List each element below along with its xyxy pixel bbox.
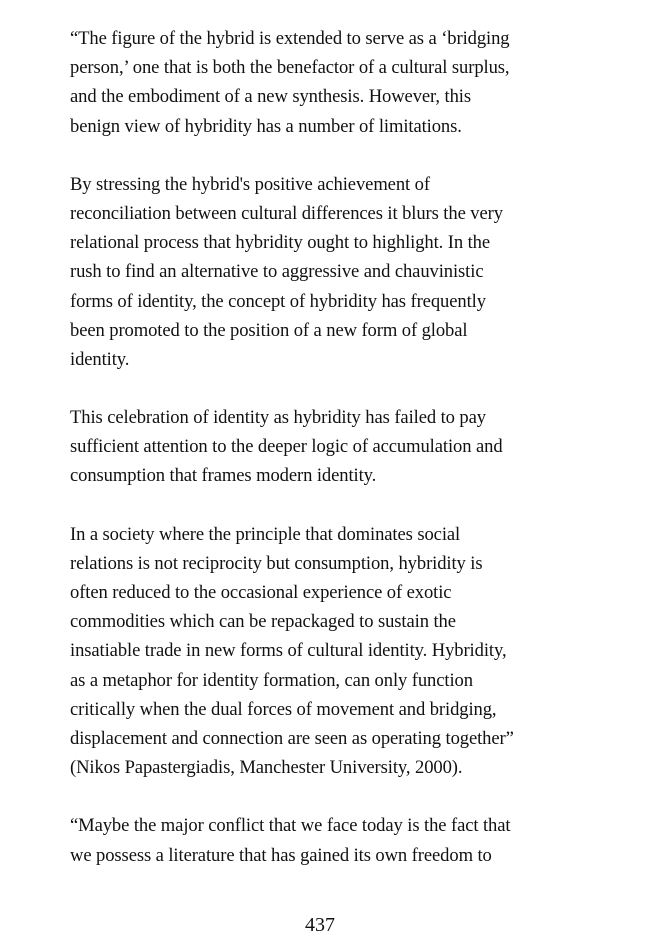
text-line: been promoted to the position of a new form of global: [70, 319, 468, 341]
text-line: critically when the dual forces of movement and bridging,: [70, 698, 497, 720]
paragraph-positive-achievement: [70, 170, 590, 374]
page-number: 437: [305, 914, 335, 936]
text-line: rush to find an alternative to aggressive and chauvinistic: [70, 261, 484, 283]
paragraph-hybrid-figure: [70, 24, 590, 141]
text-line: person,’ one that is both the benefactor of a cultural surplus,: [70, 57, 510, 79]
text-line: By stressing the hybrid's positive achievement of: [70, 173, 430, 195]
text-line: benign view of hybridity has a number of limitations.: [70, 115, 462, 137]
paragraph-celebration-of-identity: [70, 403, 590, 491]
text-line: sufficient attention to the deeper logic of accumulation and: [70, 436, 503, 458]
text-line: relational process that hybridity ought to highlight. In the: [70, 232, 491, 254]
citation-line: (Nikos Papastergiadis, Manchester University, 2000).: [70, 757, 463, 779]
text-line: insatiable trade in new forms of cultural identity. Hybridity,: [70, 640, 507, 662]
text-line: forms of identity, the concept of hybridity has frequently: [70, 290, 486, 312]
text-line: reconciliation between cultural differences it blurs the very: [70, 202, 503, 224]
paragraph-major-conflict: [70, 811, 590, 869]
text-line: we possess a literature that has gained its own freedom to: [70, 844, 492, 866]
text-line: commodities which can be repackaged to sustain the: [70, 611, 456, 633]
text-line: and the embodiment of a new synthesis. However, this: [70, 86, 471, 108]
text-line: In a society where the principle that dominates social: [70, 523, 461, 545]
paragraph-society-consumption: [70, 520, 590, 783]
text-line: This celebration of identity as hybridity has failed to pay: [70, 407, 486, 429]
text-line: relations is not reciprocity but consumption, hybridity is: [70, 552, 483, 574]
text-line: as a metaphor for identity formation, can only function: [70, 669, 473, 691]
text-line: consumption that frames modern identity.: [70, 465, 377, 487]
text-line: displacement and connection are seen as operating together”: [70, 727, 514, 749]
text-line: “The figure of the hybrid is extended to serve as a ‘bridging: [70, 28, 510, 49]
text-line: often reduced to the occasional experience of exotic: [70, 582, 452, 603]
text-line: identity.: [70, 348, 130, 370]
text-line: “Maybe the major conflict that we face today is the fact that: [70, 815, 511, 837]
page-body: [70, 24, 590, 899]
